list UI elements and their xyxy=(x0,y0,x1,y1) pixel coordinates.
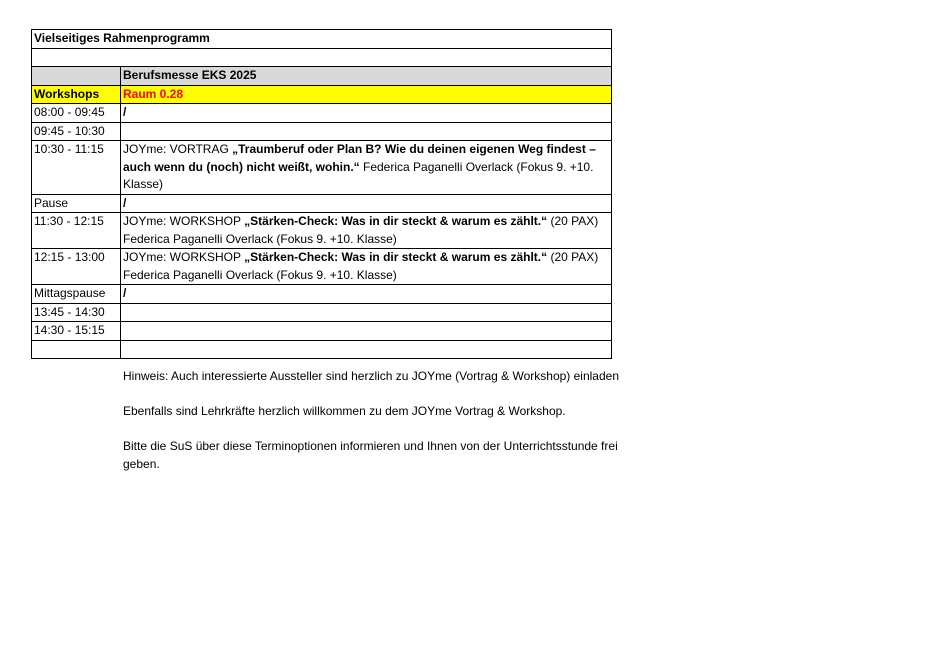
workshops-label: Workshops xyxy=(32,85,121,104)
empty-cell xyxy=(32,67,121,86)
table-row xyxy=(32,340,612,359)
time-cell: 11:30 - 12:15 xyxy=(32,213,121,249)
empty-row xyxy=(32,48,612,67)
program-cell xyxy=(121,141,612,195)
program-prefix: JOYme: VORTRAG xyxy=(123,142,233,156)
program-suffix: Federica Paganelli Overlack (Fokus 9. +10. Klasse) xyxy=(123,159,594,191)
notes xyxy=(123,368,623,491)
table-row xyxy=(32,141,612,195)
time-cell: 08:00 - 09:45 xyxy=(32,104,121,123)
program-suffix: (20 PAX) Federica Paganelli Overlack (Fokus 9. +10. Klasse) xyxy=(123,250,599,282)
schedule-table xyxy=(31,29,612,359)
slash-cell: / xyxy=(121,285,612,304)
program-title: „Stärken-Check: Was in dir steckt & warum es zählt.“ xyxy=(244,250,548,264)
slash-cell: / xyxy=(121,104,612,123)
table-row xyxy=(32,122,612,141)
room-label: Raum 0.28 xyxy=(121,85,612,104)
program-prefix: JOYme: WORKSHOP xyxy=(123,250,245,264)
table-row xyxy=(32,104,612,123)
table-row xyxy=(32,285,612,304)
table-row xyxy=(32,303,612,322)
program-cell xyxy=(121,213,612,249)
table-row xyxy=(32,322,612,341)
empty-cell xyxy=(121,122,612,141)
table-title: Vielseitiges Rahmenprogramm xyxy=(32,30,612,49)
time-cell: 12:15 - 13:00 xyxy=(32,249,121,285)
program-suffix: (20 PAX) Federica Paganelli Overlack (Fokus 9. +10. Klasse) xyxy=(123,214,599,246)
empty-cell xyxy=(32,340,121,359)
time-cell: 14:30 - 15:15 xyxy=(32,322,121,341)
program-cell xyxy=(121,249,612,285)
program-title: „Traumberuf oder Plan B? Wie du deinen eigenen Weg findest – auch wenn du (noch) nicht weißt, wohin.“ xyxy=(123,142,596,174)
time-cell: 10:30 - 11:15 xyxy=(32,141,121,195)
event-title: Berufsmesse EKS 2025 xyxy=(121,67,612,86)
empty-cell xyxy=(121,322,612,341)
time-cell: 13:45 - 14:30 xyxy=(32,303,121,322)
table-row xyxy=(32,249,612,285)
table-row xyxy=(32,213,612,249)
table-row xyxy=(32,194,612,213)
note-lehrkraefte: Ebenfalls sind Lehrkräfte herzlich willkommen zu dem JOYme Vortrag & Workshop. xyxy=(123,404,566,418)
time-cell: 09:45 - 10:30 xyxy=(32,122,121,141)
note-hinweis: Hinweis: Auch interessierte Aussteller sind herzlich zu JOYme (Vortrag & Workshop) einladen xyxy=(123,369,620,383)
program-prefix: JOYme: WORKSHOP xyxy=(123,214,245,228)
slash-cell: / xyxy=(121,194,612,213)
time-cell: Mittagspause xyxy=(32,285,121,304)
note-sus: Bitte die SuS über diese Terminoptionen informieren und Ihnen von der Unterrichtsstunde frei geben. xyxy=(123,439,618,471)
empty-cell xyxy=(121,340,612,359)
empty-cell xyxy=(121,303,612,322)
time-cell: Pause xyxy=(32,194,121,213)
program-title: „Stärken-Check: Was in dir steckt & warum es zählt.“ xyxy=(244,214,548,228)
